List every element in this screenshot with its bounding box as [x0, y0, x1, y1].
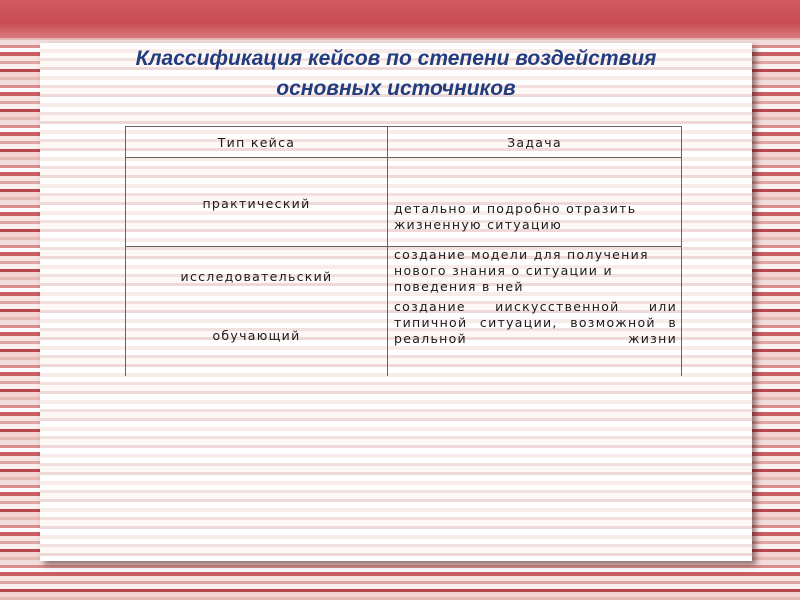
case-type-educational: обучающий — [212, 328, 301, 343]
case-classification-table — [125, 126, 682, 376]
case-type-practical: практический — [202, 196, 311, 211]
header-case-type: Тип кейса — [126, 127, 388, 158]
case-type-research: исследовательский — [180, 269, 333, 284]
table-header-row — [126, 127, 682, 158]
decorative-top-band — [0, 0, 800, 38]
table-row — [126, 158, 682, 247]
table-row — [126, 247, 682, 377]
task-research: создание модели для получения нового знания о ситуации и поведения в ней — [394, 247, 649, 294]
task-educational: создание иискусственной или типичной ситуации, возможной в реальной жизни — [394, 299, 677, 346]
slide-title: Классификация кейсов по степени воздействия основных источников — [135, 47, 657, 100]
header-task: Задача — [388, 127, 682, 158]
task-practical: детально и подробно отразить жизненную ситуацию — [394, 201, 637, 232]
